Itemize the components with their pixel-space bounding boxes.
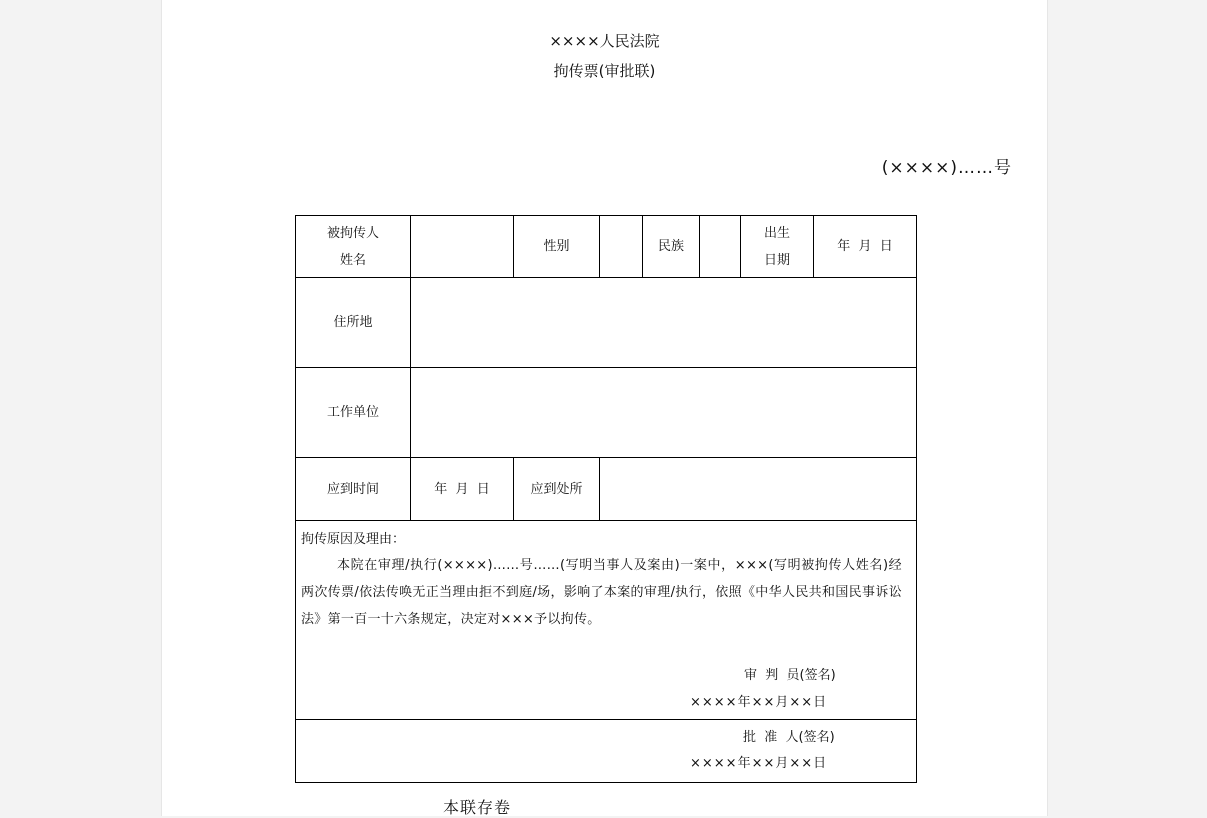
residence-value[interactable] [411, 278, 917, 368]
court-name: ××××人民法院 [549, 32, 660, 50]
birth-value[interactable]: 年 月 日 [814, 216, 917, 278]
case-number: (××××)……号 [881, 158, 1012, 178]
arrival-place-label: 应到处所 [514, 458, 600, 521]
ethnicity-label: 民族 [643, 216, 700, 278]
gender-label: 性别 [514, 216, 600, 278]
reason-cell [296, 521, 917, 720]
judge-date: ××××年××月××日 [690, 695, 828, 710]
reason-body: 本院在审理/执行(××××)……号……(写明当事人及案由)一案中，×××(写明被拘传人姓名)经两次传票/依法传唤无正当理由拒不到庭/场，影响了本案的审理/执行，依照《中华人民共和国民事诉讼法》第一百一十六条规定，决定对×××予以拘传。 [301, 558, 902, 627]
footer-note: 本联存卷 [443, 798, 512, 817]
workplace-value[interactable] [411, 368, 917, 458]
form-title: 拘传票(审批联) [553, 62, 656, 80]
workplace-label: 工作单位 [296, 368, 411, 458]
approver-date: ××××年××月××日 [690, 756, 828, 771]
residence-label: 住所地 [296, 278, 411, 368]
ethnicity-value[interactable] [700, 216, 741, 278]
approval-cell [296, 720, 917, 783]
arrival-time-value[interactable]: 年 月 日 [411, 458, 514, 521]
judge-signature: 审 判 员(签名) [744, 668, 836, 683]
name-label: 被拘传人 姓名 [296, 216, 411, 278]
reason-title: 拘传原因及理由： [301, 532, 406, 547]
summons-form-table [295, 215, 917, 783]
gender-value[interactable] [600, 216, 643, 278]
arrival-time-label: 应到时间 [296, 458, 411, 521]
document-page [161, 0, 1048, 816]
approver-signature: 批 准 人(签名) [743, 730, 835, 745]
birth-label: 出生 日期 [741, 216, 814, 278]
arrival-place-value[interactable] [600, 458, 917, 521]
name-value[interactable] [411, 216, 514, 278]
